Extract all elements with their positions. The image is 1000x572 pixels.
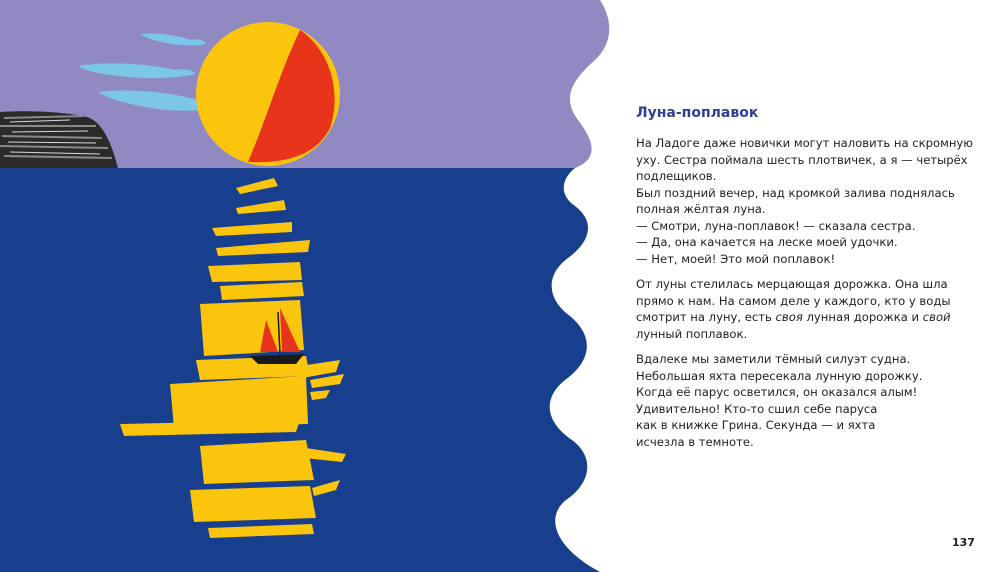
moon-icon [196,22,340,166]
text-line: Вдалеке мы заметили тёмный силуэт судна. [636,352,911,366]
text-line: прямо к нам. На самом деле у каждого, кто у воды [636,293,951,308]
text-line: На Ладоге даже новички могут наловить на скромную [636,136,974,150]
paragraph-3 [636,351,966,450]
text-line: От луны стелилась мерцающая дорожка. Она шла [636,277,948,291]
emphasis-text: свой [922,310,951,324]
text-line: — Нет, моей! Это мой поплавок! [636,251,836,266]
page-number: 137 [952,536,975,549]
text-line: как в книжке Грина. Секунда — и яхта [636,418,876,432]
page-title: Луна-поплавок [636,105,759,121]
paragraph-1 [636,135,974,267]
paragraph-2 [636,276,966,342]
text-line: уху. Сестра поймала шесть плотвичек, а я — четырёх [636,152,968,167]
text-line: Удивительно! Кто-то сшил себе паруса [636,401,878,416]
text-fragment: лунная дорожка и [802,310,923,324]
emphasis-text: своя [775,310,803,324]
text-line: полная жёлтая луна. [636,202,766,216]
text-line: подлещиков. [636,169,717,183]
text-line: Небольшая яхта пересекала лунную дорожку. [636,368,923,383]
text-line: Когда её парус осветился, он оказался алым! [636,385,918,399]
text-line [636,309,966,326]
text-line: — Смотри, луна-поплавок! — сказала сестра. [636,218,916,233]
text-line: лунный поплавок. [636,326,748,341]
text-column [636,104,974,459]
text-line: — Да, она качается на леске моей удочки. [636,235,898,249]
text-line: исчезла в темноте. [636,434,754,449]
text-fragment: смотрит на луну, есть [636,310,776,324]
text-line: Был поздний вечер, над кромкой залива поднялась [636,185,955,200]
